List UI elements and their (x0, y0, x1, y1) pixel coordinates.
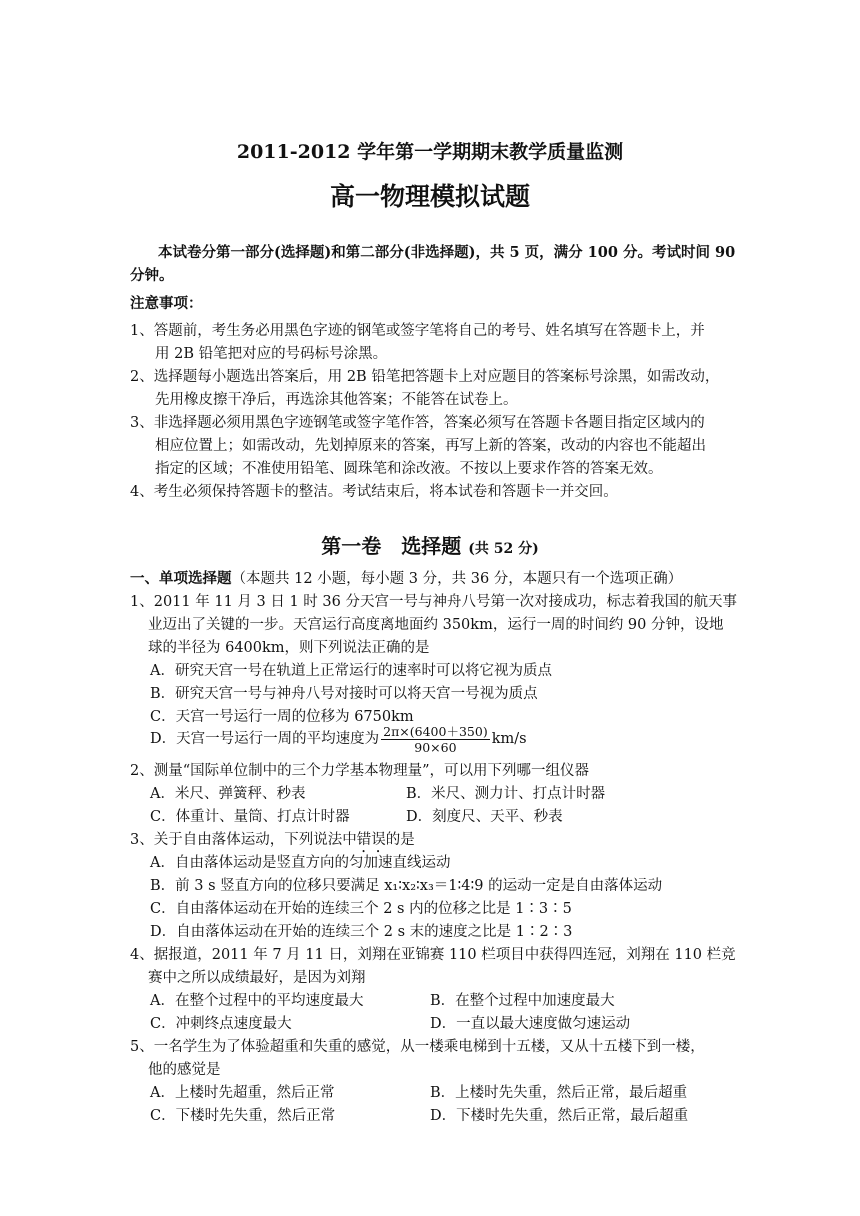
section-title-text: 第一卷 选择题 (321, 534, 462, 558)
question-1-option-d-text: D．天宫一号运行一周的平均速度为 (150, 731, 380, 747)
question-4-option-a: A．在整个过程中的平均速度最大 (150, 993, 364, 1009)
note-line: 1、答题前，考生务必用黑色字迹的钢笔或签字笔将自己的考号、姓名填写在答题卡上，并 (130, 323, 705, 339)
question-3-stem-text: 3、关于自由落体运动，下列说法中 (130, 832, 357, 848)
notes-heading: 注意事项： (130, 295, 203, 312)
question-1-stem: 1、2011 年 11 月 3 日 1 时 36 分天宫一号与神舟八号第一次对接成功，标志着我国的航天事 (130, 594, 737, 610)
part-heading-desc: （本题共 12 小题，每小题 3 分，共 36 分，本题只有一个选项正确） (231, 571, 683, 587)
question-1-stem: 球的半径为 6400km，则下列说法正确的是 (148, 640, 430, 656)
section-points: (共 52 分) (468, 541, 539, 557)
note-line: 3、非选择题必须用黑色字迹钢笔或签字笔作答，答案必须写在答题卡各题目指定区域内的 (130, 415, 705, 431)
question-5-option-c: C．下楼时先失重，然后正常 (150, 1108, 336, 1124)
question-2-option-c: C．体重计、量筒、打点计时器 (150, 809, 350, 825)
note-line: 先用橡皮擦干净后，再选涂其他答案；不能答在试卷上。 (155, 392, 518, 408)
question-1-option-d (150, 723, 527, 755)
emphasized-word: 错误 (356, 832, 386, 848)
question-1-option-b: B．研究天宫一号与神舟八号对接时可以将天宫一号视为质点 (150, 686, 538, 702)
intro-line-2: 分钟。 (130, 267, 174, 284)
question-5-option-a: A．上楼时先超重，然后正常 (150, 1085, 335, 1101)
question-4-stem: 赛中之所以成绩最好，是因为刘翔 (148, 970, 366, 986)
question-4-option-b: B．在整个过程中加速度最大 (430, 993, 615, 1009)
question-2-option-d: D．刻度尺、天平、秒表 (406, 809, 563, 825)
question-3-option-b: B．前 3 s 竖直方向的位移只要满足 x₁∶x₂∶x₃＝1∶4∶9 的运动一定是自由落体运动 (150, 878, 663, 894)
exam-subtitle: 高一物理模拟试题 (329, 182, 530, 211)
exam-title: 2011-2012 学年第一学期期末教学质量监测 (236, 141, 624, 163)
question-3-stem-end: 的是 (385, 832, 415, 848)
section-title (0, 531, 860, 564)
question-3-option-d: D．自由落体运动在开始的连续三个 2 s 末的速度之比是 1∶2∶3 (150, 924, 573, 940)
question-2-option-b: B．米尺、测力计、打点计时器 (406, 786, 606, 802)
question-1-option-c: C．天宫一号运行一周的位移为 6750km (150, 709, 414, 725)
fraction-numerator: 2π×(6400＋350) (383, 723, 488, 739)
question-1-option-a: A．研究天宫一号在轨道上正常运行的速率时可以将它视为质点 (150, 663, 552, 679)
question-3-option-c: C．自由落体运动在开始的连续三个 2 s 内的位移之比是 1∶3∶5 (150, 901, 572, 917)
note-line: 用 2B 铅笔把对应的号码标号涂黑。 (155, 346, 388, 362)
fraction-denominator: 90×60 (414, 739, 457, 755)
question-2-stem: 2、测量“国际单位制中的三个力学基本物理量”，可以用下列哪一组仪器 (130, 763, 590, 779)
intro-line-1: 本试卷分第一部分(选择题)和第二部分(非选择题)，共 5 页，满分 100 分。考试时间 90 (158, 244, 736, 261)
part-heading (130, 568, 682, 590)
question-4-stem: 4、据报道，2011 年 7 月 11 日，刘翔在亚锦赛 110 栏项目中获得四连冠，刘翔在 110 栏竞 (130, 947, 736, 963)
question-5-option-d: D．下楼时先失重，然后正常，最后超重 (430, 1108, 689, 1124)
question-5-stem: 他的感觉是 (148, 1062, 221, 1078)
note-line: 2、选择题每小题选出答案后，用 2B 铅笔把答题卡上对应题目的答案标号涂黑，如需改动， (130, 369, 720, 385)
part-heading-title: 一、单项选择题 (130, 570, 232, 587)
question-4-option-d: D．一直以最大速度做匀速运动 (430, 1016, 631, 1032)
question-5-option-b: B．上楼时先失重，然后正常，最后超重 (430, 1085, 688, 1101)
question-1-stem: 业迈出了关键的一步。天宫运行高度离地面约 350km，运行一周的时间约 90 分钟，设地 (148, 617, 724, 633)
question-2-option-a: A．米尺、弹簧秤、秒表 (150, 786, 306, 802)
note-line: 4、考生必须保持答题卡的整洁。考试结束后，将本试卷和答题卡一并交回。 (130, 484, 618, 500)
question-5-stem: 5、一名学生为了体验超重和失重的感觉，从一楼乘电梯到十五楼，又从十五楼下到一楼， (130, 1039, 705, 1055)
question-4-option-c: C．冲刺终点速度最大 (150, 1016, 292, 1032)
note-line: 相应位置上；如需改动，先划掉原来的答案，再写上新的答案，改动的内容也不能超出 (155, 438, 706, 454)
speed-unit: km/s (491, 731, 527, 747)
average-speed-fraction (381, 724, 490, 755)
note-line: 指定的区域；不准使用铅笔、圆珠笔和涂改液。不按以上要求作答的答案无效。 (155, 461, 663, 477)
question-3-option-a: A．自由落体运动是竖直方向的匀加速直线运动 (150, 855, 451, 871)
